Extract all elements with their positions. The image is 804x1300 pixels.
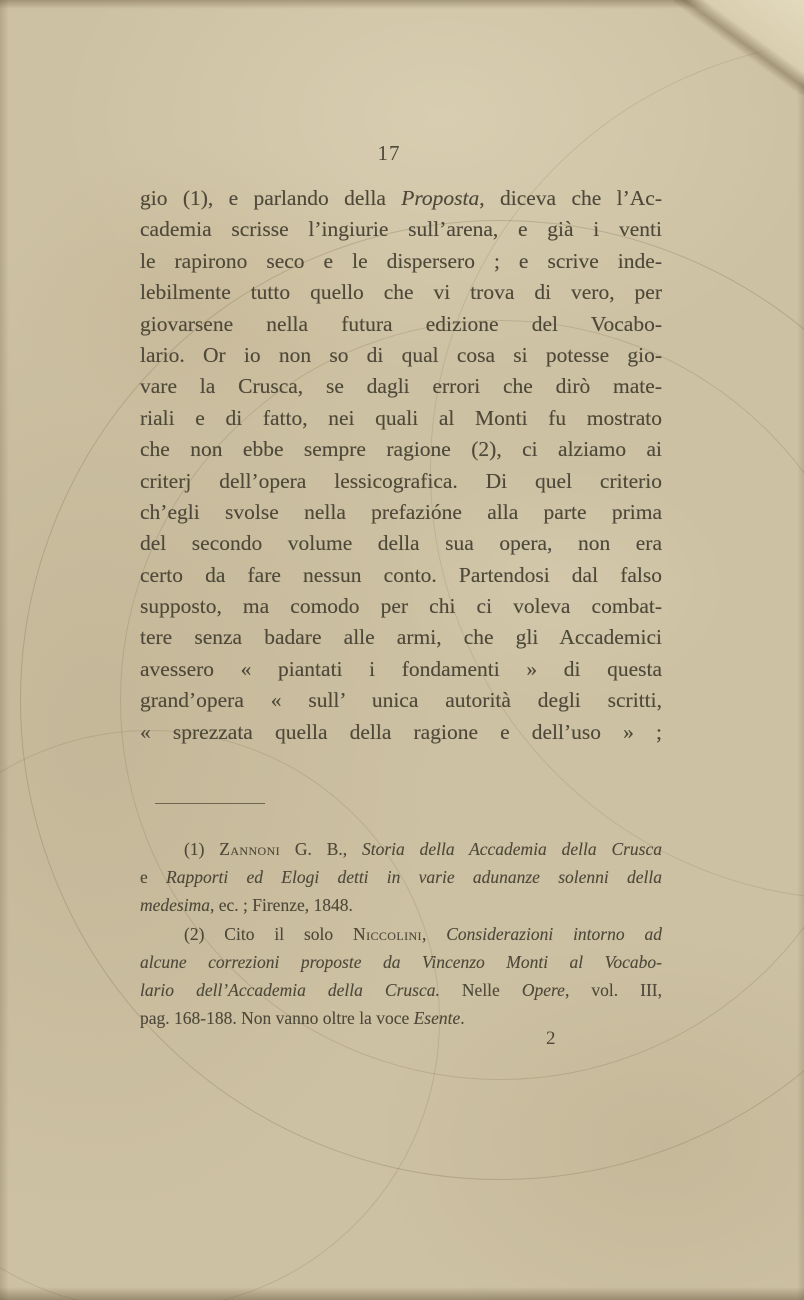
- footnote-line: alcune correzioni proposte da Vincenzo Monti al Vocabo-: [140, 951, 662, 972]
- footnote-line: lario dell’Accademia della Crusca. Nelle Opere, vol. III,: [140, 979, 662, 1000]
- footnote-line: (1) Zannoni G. B., Storia della Accademia della Crusca: [184, 839, 662, 859]
- body-line: le rapirono seco e le dispersero ; e scrive inde-: [140, 248, 662, 273]
- body-line: lebilmente tutto quello che vi trova di vero, per: [140, 280, 662, 305]
- body-line: « sprezzata quella della ragione e dell’uso » ;: [140, 719, 662, 744]
- body-line: che non ebbe sempre ragione (2), ci alziamo ai: [140, 437, 662, 462]
- body-line: cademia scrisse l’ingiurie sull’arena, e già i venti: [140, 217, 662, 242]
- footnote-separator: [155, 803, 265, 804]
- body-line: grand’opera « sull’ unica autorità degli scritti,: [140, 688, 662, 713]
- body-line: criterj dell’opera lessicografica. Di quel criterio: [140, 468, 662, 493]
- page-number: 17: [377, 141, 401, 165]
- body-line: del secondo volume della sua opera, non era: [140, 531, 662, 556]
- body-line: supposto, ma comodo per chi ci voleva combat-: [140, 594, 662, 619]
- body-line: certo da fare nessun conto. Partendosi dal falso: [140, 562, 662, 587]
- body-line: riali e di fatto, nei quali al Monti fu mostrato: [140, 405, 662, 430]
- body-line: vare la Crusca, se dagli errori che dirò mate-: [140, 374, 662, 399]
- footnote-line: medesima, ec. ; Firenze, 1848.: [140, 895, 353, 916]
- body-line: ch’egli svolse nella prefazióne alla parte prima: [140, 499, 662, 524]
- footnote-line: pag. 168-188. Non vanno oltre la voce Esente.: [140, 1008, 465, 1029]
- body-line: gio (1), e parlando della Proposta, diceva che l’Ac-: [140, 186, 662, 210]
- body-line: giovarsene nella futura edizione del Vocabo-: [140, 311, 662, 336]
- signature-mark: 2: [546, 1028, 556, 1049]
- footnote-line: e Rapporti ed Elogi detti in varie adunanze solenni della: [140, 867, 662, 888]
- footnotes: [140, 835, 662, 1032]
- body-line: tere senza badare alle armi, che gli Accademici: [140, 625, 662, 650]
- footnote-line: (2) Cito il solo Niccolini, Considerazioni intorno ad: [184, 923, 662, 944]
- body-line: lario. Or io non so di qual cosa si potesse gio-: [140, 342, 662, 367]
- body-text: [140, 183, 662, 748]
- page-fold-corner: [674, 0, 804, 95]
- body-line: avessero « piantati i fondamenti » di questa: [140, 656, 662, 681]
